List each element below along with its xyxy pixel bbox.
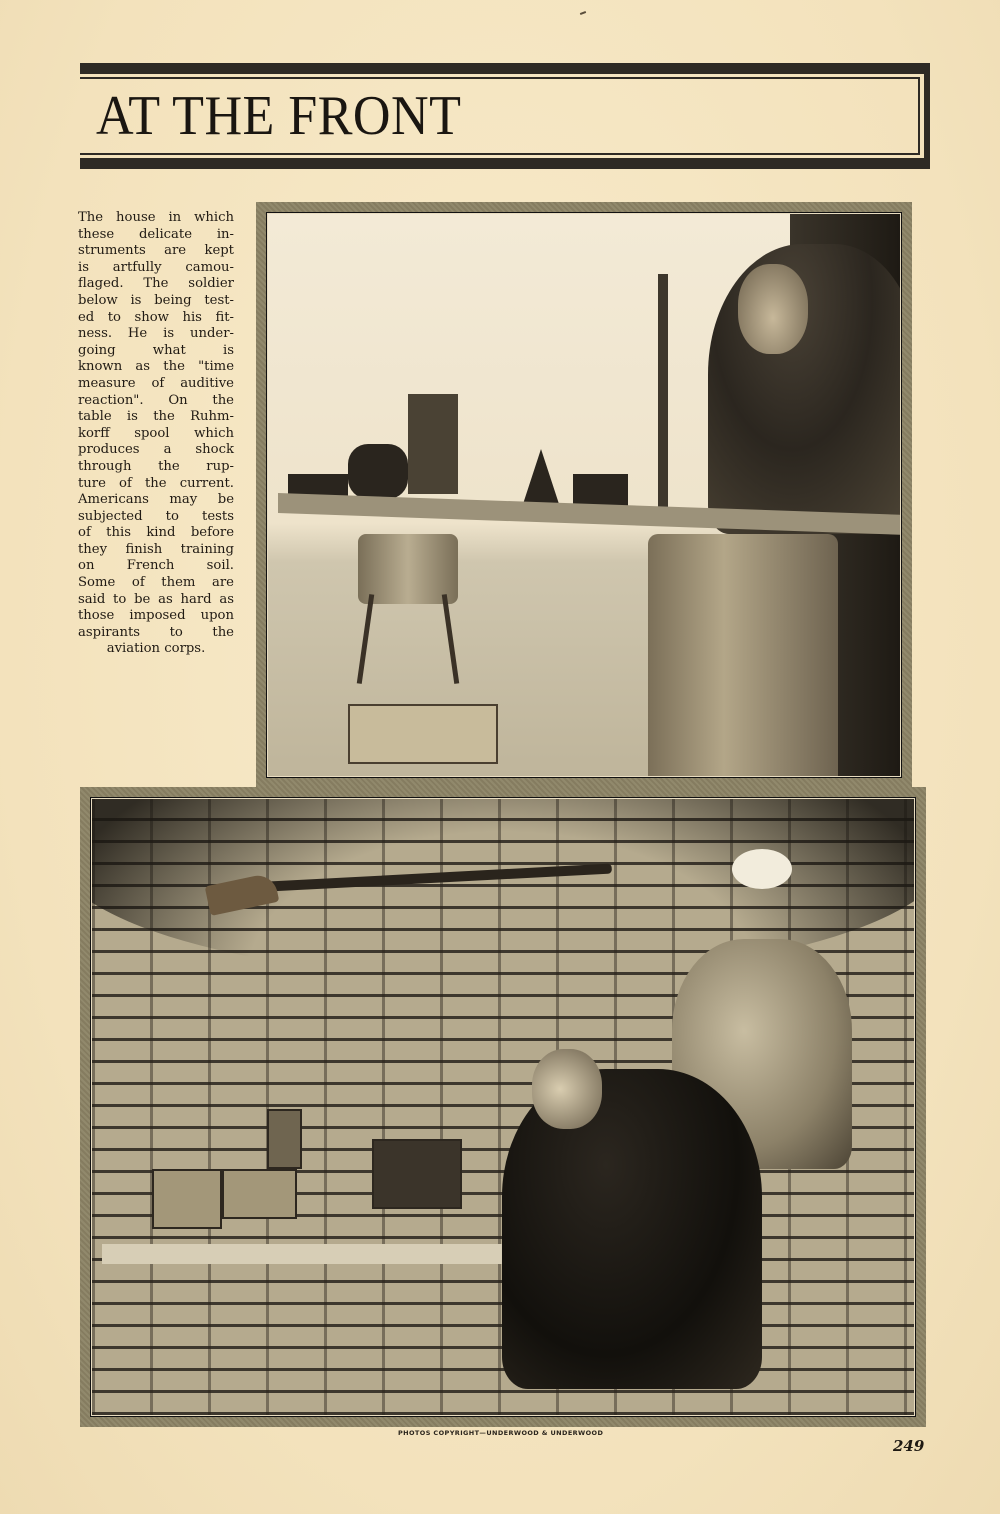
instrument-stand	[408, 394, 458, 494]
photo-credit: PHOTOS COPYRIGHT—UNDERWOOD & UNDERWOOD	[398, 1429, 604, 1437]
caption-line: these delicate in-	[78, 226, 234, 242]
caption-line: below is being test-	[78, 292, 234, 308]
ink-mark	[580, 11, 586, 15]
caption-line: The house in which	[78, 210, 234, 225]
photo-brick-vault-test	[90, 797, 916, 1417]
caption-line: korff spool which	[78, 425, 234, 441]
caption-line: those imposed upon	[78, 608, 234, 624]
blindfold	[732, 849, 792, 889]
caption-line: through the rup-	[78, 458, 234, 474]
caption-line: Some of them are	[78, 575, 234, 591]
caption-line: Americans may be	[78, 492, 234, 508]
crate	[348, 704, 498, 764]
photo-frame-top	[256, 202, 912, 788]
caption-line: is artfully camou-	[78, 259, 234, 275]
page-title: AT THE FRONT	[96, 85, 462, 147]
caption-line: ness. He is under-	[78, 326, 234, 342]
caption-line: ed to show his fit-	[78, 309, 234, 325]
caption-line: aviation corps.	[106, 641, 206, 657]
photo-soldier-at-apparatus	[266, 212, 902, 778]
side-caption	[78, 210, 234, 658]
title-banner	[80, 63, 930, 169]
caption-line: table is the Ruhm-	[78, 409, 234, 425]
caption-line: produces a shock	[78, 442, 234, 458]
caption-line: of this kind before	[78, 525, 234, 541]
caption-line: struments are kept	[78, 243, 234, 259]
ruhmkorff-spool	[348, 444, 408, 499]
soldier-head	[738, 264, 808, 354]
caption-line: reaction". On the	[78, 392, 234, 408]
caption-line: known as the "time	[78, 359, 234, 375]
caption-line: measure of auditive	[78, 375, 234, 391]
caption-line: aspirants to the	[78, 624, 234, 640]
instrument-box	[152, 1169, 222, 1229]
coil-apparatus	[372, 1139, 462, 1209]
instrument-dial	[267, 1109, 302, 1169]
caption-line: subjected to tests	[78, 508, 234, 524]
caption-line: going what is	[78, 342, 234, 358]
chronometer-pole	[658, 274, 668, 514]
caption-line: ture of the current.	[78, 475, 234, 491]
caption-line: on French soil.	[78, 558, 234, 574]
page-number: 249	[893, 1437, 925, 1455]
caption-line: flaged. The soldier	[78, 276, 234, 292]
barrel	[648, 534, 838, 778]
caption-line: they finish training	[78, 541, 234, 557]
instrument-box	[222, 1169, 297, 1219]
operator-head	[532, 1049, 602, 1129]
caption-line: said to be as hard as	[78, 591, 234, 607]
photo-frame-bottom	[80, 787, 926, 1427]
